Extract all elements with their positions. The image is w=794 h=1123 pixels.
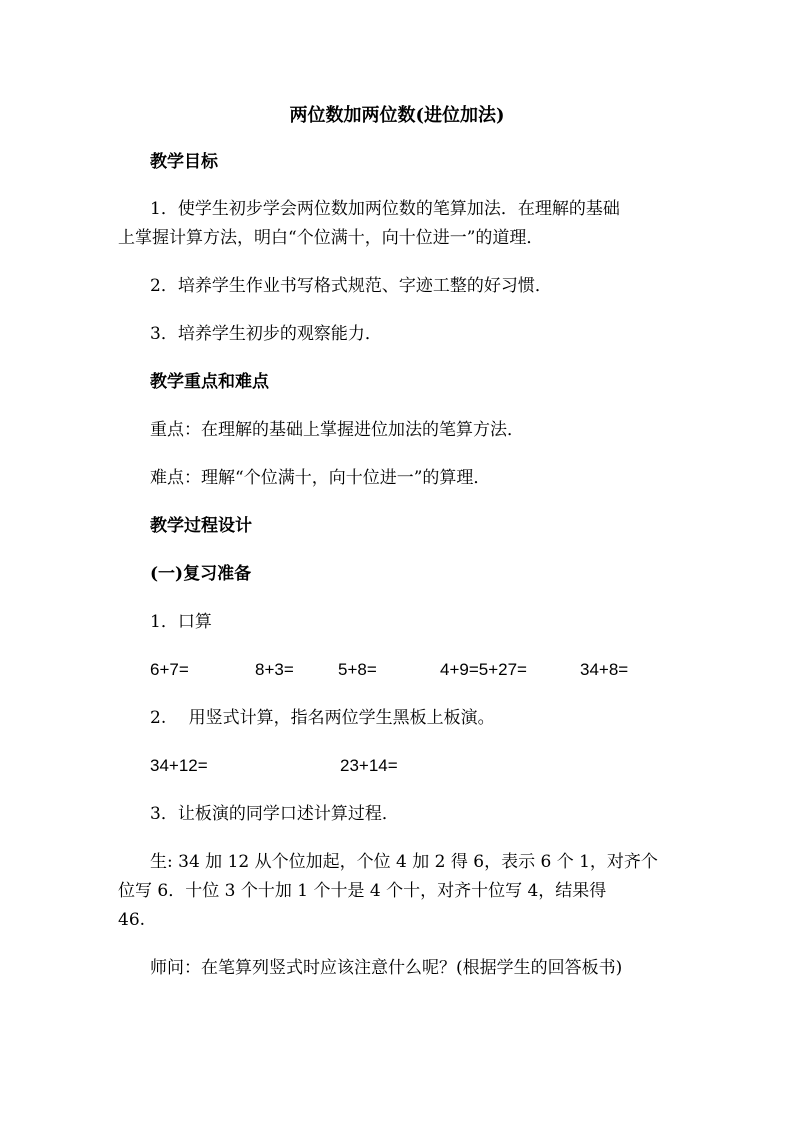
vertical-item: 34+12= [150,756,208,775]
oral-item: 4+9=5+27= [440,660,527,679]
student-answer-line-2: 位写 6．十位 3 个十加 1 个十是 4 个十，对齐十位写 4，结果得 [118,881,607,901]
goal-1-line-2: 上掌握计算方法，明白“个位满十，向十位进一”的道理． [118,228,544,248]
oral-calc-label: 1．口算 [150,612,212,632]
oral-item: 6+7= [150,660,189,679]
goals-heading: 教学目标 [150,152,218,172]
student-answer-line-3: 46. [118,910,146,930]
process-heading: 教学过程设计 [150,516,252,536]
oral-item: 8+3= [255,660,294,679]
review-heading: (一)复习准备 [150,564,252,584]
vertical-item: 23+14= [340,756,398,775]
goal-2: 2．培养学生作业书写格式规范、字迹工整的好习惯． [150,276,552,296]
document-title: 两位数加两位数(进位加法) [289,105,505,126]
oral-item: 5+8= [338,660,377,679]
key-point: 重点：在理解的基础上掌握进位加法的笔算方法． [150,420,524,440]
step-3: 3．让板演的同学口述计算过程． [150,804,399,824]
teacher-question: 师问：在笔算列竖式时应该注意什么呢？(根据学生的回答板书) [150,958,623,978]
student-answer-line-1: 生: 34 加 12 从个位加起，个位 4 加 2 得 6，表示 6 个 1，对齐个 [150,852,658,872]
difficult-point: 难点：理解“个位满十，向十位进一”的算理． [150,468,491,488]
key-points-heading: 教学重点和难点 [150,372,269,392]
vertical-calc-label: 2. 用竖式计算，指名两位学生黑板上板演。 [150,708,495,728]
goal-1-line-1: 1．使学生初步学会两位数加两位数的笔算加法．在理解的基础 [150,199,620,219]
goal-3: 3．培养学生初步的观察能力． [150,324,382,344]
oral-item: 34+8= [580,660,629,679]
